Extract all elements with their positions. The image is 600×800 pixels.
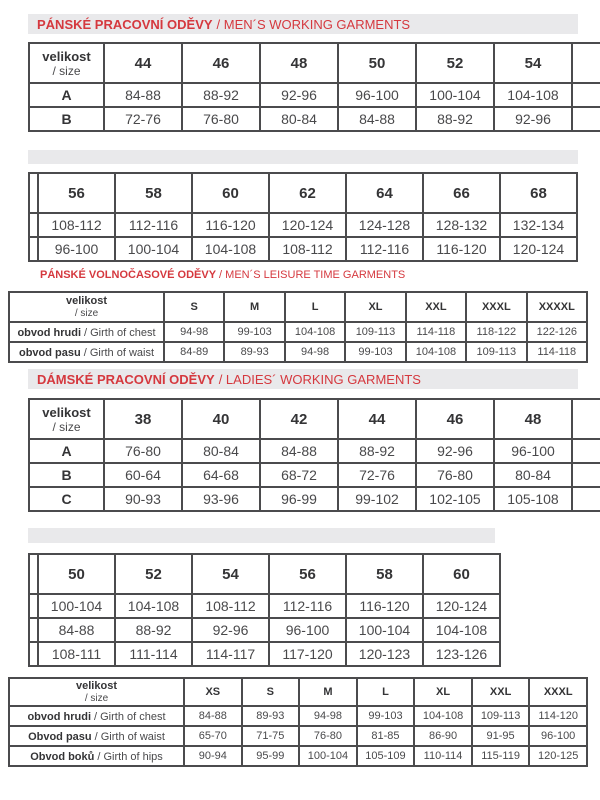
size-header-cell: M [224, 292, 284, 322]
value-cell: 114-117 [192, 642, 269, 666]
value-cell: 116-120 [346, 594, 423, 618]
value-cell: 104-108 [494, 83, 572, 107]
value-cell: 88-92 [338, 439, 416, 463]
value-cell: 117-120 [269, 642, 346, 666]
table-ladies-leisure [8, 677, 588, 767]
value-cell: 120-124 [269, 213, 346, 237]
size-header-cell: L [357, 678, 415, 706]
value-cell: 104-108 [414, 706, 472, 726]
value-cell: 80-84 [182, 439, 260, 463]
value-cell: 88-92 [416, 107, 494, 131]
corner-label-main: velikost [66, 294, 107, 307]
value-cell: 99-103 [224, 322, 284, 342]
value-cell: 60-64 [104, 463, 182, 487]
value-cell: 92-96 [494, 107, 572, 131]
value-cell: 112-116 [115, 213, 192, 237]
value-cell: 120-124 [500, 237, 577, 261]
table-mens-leisure [8, 291, 588, 363]
table-ladies-working-b [28, 553, 501, 667]
mens-leisure-title-cz: PÁNSKÉ VOLNOČASOVÉ ODĚVY [40, 269, 217, 281]
value-cell: 94-98 [285, 342, 345, 362]
value-cell: 109-113 [472, 706, 530, 726]
size-header-cell: XS [184, 678, 242, 706]
value-cell: 90-93 [104, 487, 182, 511]
ladies-working-table-a-viewport [28, 398, 600, 516]
value-cell: 89-93 [242, 706, 300, 726]
stub-cell [29, 642, 38, 666]
stub-cell [29, 173, 38, 213]
size-header-cell: 52 [115, 554, 192, 594]
value-cell: 100-104 [299, 746, 357, 766]
value-cell: 108-112 [269, 237, 346, 261]
value-cell: 96-100 [38, 237, 115, 261]
mens-working-divider-bar [28, 150, 578, 164]
size-header-cell: 44 [104, 43, 182, 83]
corner-cell [9, 678, 184, 706]
table-mens-working-a [28, 42, 600, 132]
value-cell: 80-84 [494, 463, 572, 487]
size-header-cell: 68 [500, 173, 577, 213]
value-cell: 95-99 [242, 746, 300, 766]
size-header-cell: 60 [192, 173, 269, 213]
row-label-cell: A [29, 83, 104, 107]
mens-working-title-en: / MEN´S WORKING GARMENTS [216, 16, 411, 32]
value-cell: 128-132 [423, 213, 500, 237]
value-cell: 124-128 [346, 213, 423, 237]
size-header-cell: 58 [346, 554, 423, 594]
size-header-cell: 56 [38, 173, 115, 213]
stub-cell [29, 237, 38, 261]
value-cell: 120-123 [346, 642, 423, 666]
value-cell: 94-98 [299, 706, 357, 726]
size-header-cell: 48 [494, 399, 572, 439]
corner-label-sub: / size [52, 419, 81, 434]
value-cell: 96-100 [529, 726, 587, 746]
value-cell: 114-120 [529, 706, 587, 726]
value-cell: 108-111 [38, 642, 115, 666]
size-header-cell: XXL [472, 678, 530, 706]
row-label-cell: C [29, 487, 104, 511]
partial-cell [572, 439, 600, 463]
value-cell: 65-70 [184, 726, 242, 746]
size-header-cell: M [299, 678, 357, 706]
value-cell: 99-103 [345, 342, 405, 362]
value-cell: 114-118 [406, 322, 466, 342]
value-cell: 108-112 [38, 213, 115, 237]
value-cell: 112-116 [269, 594, 346, 618]
value-cell: 100-104 [346, 618, 423, 642]
row-label-cell: B [29, 463, 104, 487]
value-cell: 122-126 [527, 322, 587, 342]
value-cell: 96-99 [260, 487, 338, 511]
mens-leisure-title [40, 268, 405, 282]
value-cell: 92-96 [192, 618, 269, 642]
value-cell: 104-108 [406, 342, 466, 362]
value-cell: 88-92 [115, 618, 192, 642]
size-header-cell: 50 [338, 43, 416, 83]
table-mens-working-b [28, 172, 578, 262]
size-header-cell: S [164, 292, 224, 322]
size-header-cell: 64 [346, 173, 423, 213]
partial-cell [572, 463, 600, 487]
size-header-cell: 58 [115, 173, 192, 213]
value-cell: 112-116 [346, 237, 423, 261]
size-header-cell: 62 [269, 173, 346, 213]
value-cell: 104-108 [423, 618, 500, 642]
size-header-cell: 48 [260, 43, 338, 83]
value-cell: 96-100 [338, 83, 416, 107]
size-header-cell: XXXXL [527, 292, 587, 322]
stub-cell [29, 618, 38, 642]
size-header-cell: XL [345, 292, 405, 322]
value-cell: 84-88 [338, 107, 416, 131]
corner-label-sub: / size [74, 307, 99, 319]
value-cell: 110-114 [414, 746, 472, 766]
value-cell: 84-88 [184, 706, 242, 726]
value-cell: 100-104 [38, 594, 115, 618]
value-cell: 89-93 [224, 342, 284, 362]
value-cell: 104-108 [285, 322, 345, 342]
size-header-cell: 38 [104, 399, 182, 439]
size-header-cell: 50 [38, 554, 115, 594]
value-cell: 120-124 [423, 594, 500, 618]
value-cell: 115-119 [472, 746, 530, 766]
size-header-cell: 44 [338, 399, 416, 439]
mens-leisure-title-en: / MEN´S LEISURE TIME GARMENTS [219, 269, 406, 281]
row-label-cell: obvod hrudi / Girth of chest [9, 322, 164, 342]
size-header-cell: 54 [192, 554, 269, 594]
value-cell: 118-122 [466, 322, 526, 342]
stub-cell [29, 594, 38, 618]
corner-cell [29, 43, 104, 83]
stub-cell [29, 213, 38, 237]
row-label-cell: Obvod pasu / Girth of waist [9, 726, 184, 746]
value-cell: 105-108 [494, 487, 572, 511]
row-label-cell: B [29, 107, 104, 131]
value-cell: 111-114 [115, 642, 192, 666]
partial-cell [572, 43, 600, 83]
value-cell: 100-104 [115, 237, 192, 261]
size-header-cell: 46 [416, 399, 494, 439]
value-cell: 84-88 [104, 83, 182, 107]
corner-label-main: velikost [76, 679, 117, 692]
mens-working-title-bar [28, 14, 578, 34]
value-cell: 109-113 [345, 322, 405, 342]
corner-label-sub: / size [84, 692, 109, 704]
partial-cell [572, 487, 600, 511]
value-cell: 90-94 [184, 746, 242, 766]
corner-label-main: velikost [42, 48, 91, 64]
mens-working-title-cz: PÁNSKÉ PRACOVNÍ ODĚVY [37, 16, 213, 32]
size-header-cell: 56 [269, 554, 346, 594]
stub-cell [29, 554, 38, 594]
size-header-cell: XXXL [529, 678, 587, 706]
value-cell: 91-95 [472, 726, 530, 746]
size-header-cell: 46 [182, 43, 260, 83]
value-cell: 68-72 [260, 463, 338, 487]
value-cell: 120-125 [529, 746, 587, 766]
partial-cell [572, 83, 600, 107]
partial-cell [572, 107, 600, 131]
value-cell: 104-108 [192, 237, 269, 261]
mens-leisure-table-viewport [8, 291, 592, 363]
value-cell: 80-84 [260, 107, 338, 131]
value-cell: 116-120 [423, 237, 500, 261]
value-cell: 88-92 [182, 83, 260, 107]
ladies-working-title-en: / LADIES´ WORKING GARMENTS [218, 371, 421, 387]
mens-working-table-b-viewport [28, 172, 580, 266]
size-header-cell: 52 [416, 43, 494, 83]
value-cell: 96-100 [494, 439, 572, 463]
corner-label-main: velikost [42, 404, 91, 420]
ladies-leisure-table-viewport [8, 677, 592, 769]
value-cell: 84-88 [260, 439, 338, 463]
size-header-cell: L [285, 292, 345, 322]
value-cell: 76-80 [104, 439, 182, 463]
value-cell: 93-96 [182, 487, 260, 511]
value-cell: 100-104 [416, 83, 494, 107]
value-cell: 76-80 [416, 463, 494, 487]
row-label-cell: Obvod boků / Girth of hips [9, 746, 184, 766]
size-header-cell: 42 [260, 399, 338, 439]
value-cell: 123-126 [423, 642, 500, 666]
corner-label-sub: / size [52, 63, 81, 78]
value-cell: 132-134 [500, 213, 577, 237]
value-cell: 64-68 [182, 463, 260, 487]
value-cell: 86-90 [414, 726, 472, 746]
value-cell: 92-96 [416, 439, 494, 463]
value-cell: 105-109 [357, 746, 415, 766]
size-header-cell: XXXL [466, 292, 526, 322]
size-header-cell: XL [414, 678, 472, 706]
size-header-cell: 66 [423, 173, 500, 213]
ladies-working-table-b-viewport [28, 553, 504, 671]
value-cell: 84-88 [38, 618, 115, 642]
corner-cell [29, 399, 104, 439]
size-header-cell: 40 [182, 399, 260, 439]
value-cell: 116-120 [192, 213, 269, 237]
ladies-working-title-bar [28, 369, 578, 389]
value-cell: 114-118 [527, 342, 587, 362]
value-cell: 99-103 [357, 706, 415, 726]
value-cell: 99-102 [338, 487, 416, 511]
value-cell: 76-80 [299, 726, 357, 746]
value-cell: 71-75 [242, 726, 300, 746]
size-header-cell: XXL [406, 292, 466, 322]
value-cell: 92-96 [260, 83, 338, 107]
value-cell: 72-76 [338, 463, 416, 487]
value-cell: 104-108 [115, 594, 192, 618]
size-header-cell: S [242, 678, 300, 706]
size-header-cell: 60 [423, 554, 500, 594]
value-cell: 108-112 [192, 594, 269, 618]
size-header-cell: 54 [494, 43, 572, 83]
table-ladies-working-a [28, 398, 600, 512]
mens-working-table-a-viewport [28, 42, 600, 136]
row-label-cell: A [29, 439, 104, 463]
value-cell: 102-105 [416, 487, 494, 511]
row-label-cell: obvod hrudi / Girth of chest [9, 706, 184, 726]
row-label-cell: obvod pasu / Girth of waist [9, 342, 164, 362]
ladies-working-divider-bar [28, 528, 495, 543]
value-cell: 81-85 [357, 726, 415, 746]
corner-cell [9, 292, 164, 322]
partial-cell [572, 399, 600, 439]
value-cell: 72-76 [104, 107, 182, 131]
value-cell: 76-80 [182, 107, 260, 131]
value-cell: 94-98 [164, 322, 224, 342]
value-cell: 84-89 [164, 342, 224, 362]
value-cell: 109-113 [466, 342, 526, 362]
value-cell: 96-100 [269, 618, 346, 642]
ladies-working-title-cz: DÁMSKÉ PRACOVNÍ ODĚVY [37, 371, 215, 387]
